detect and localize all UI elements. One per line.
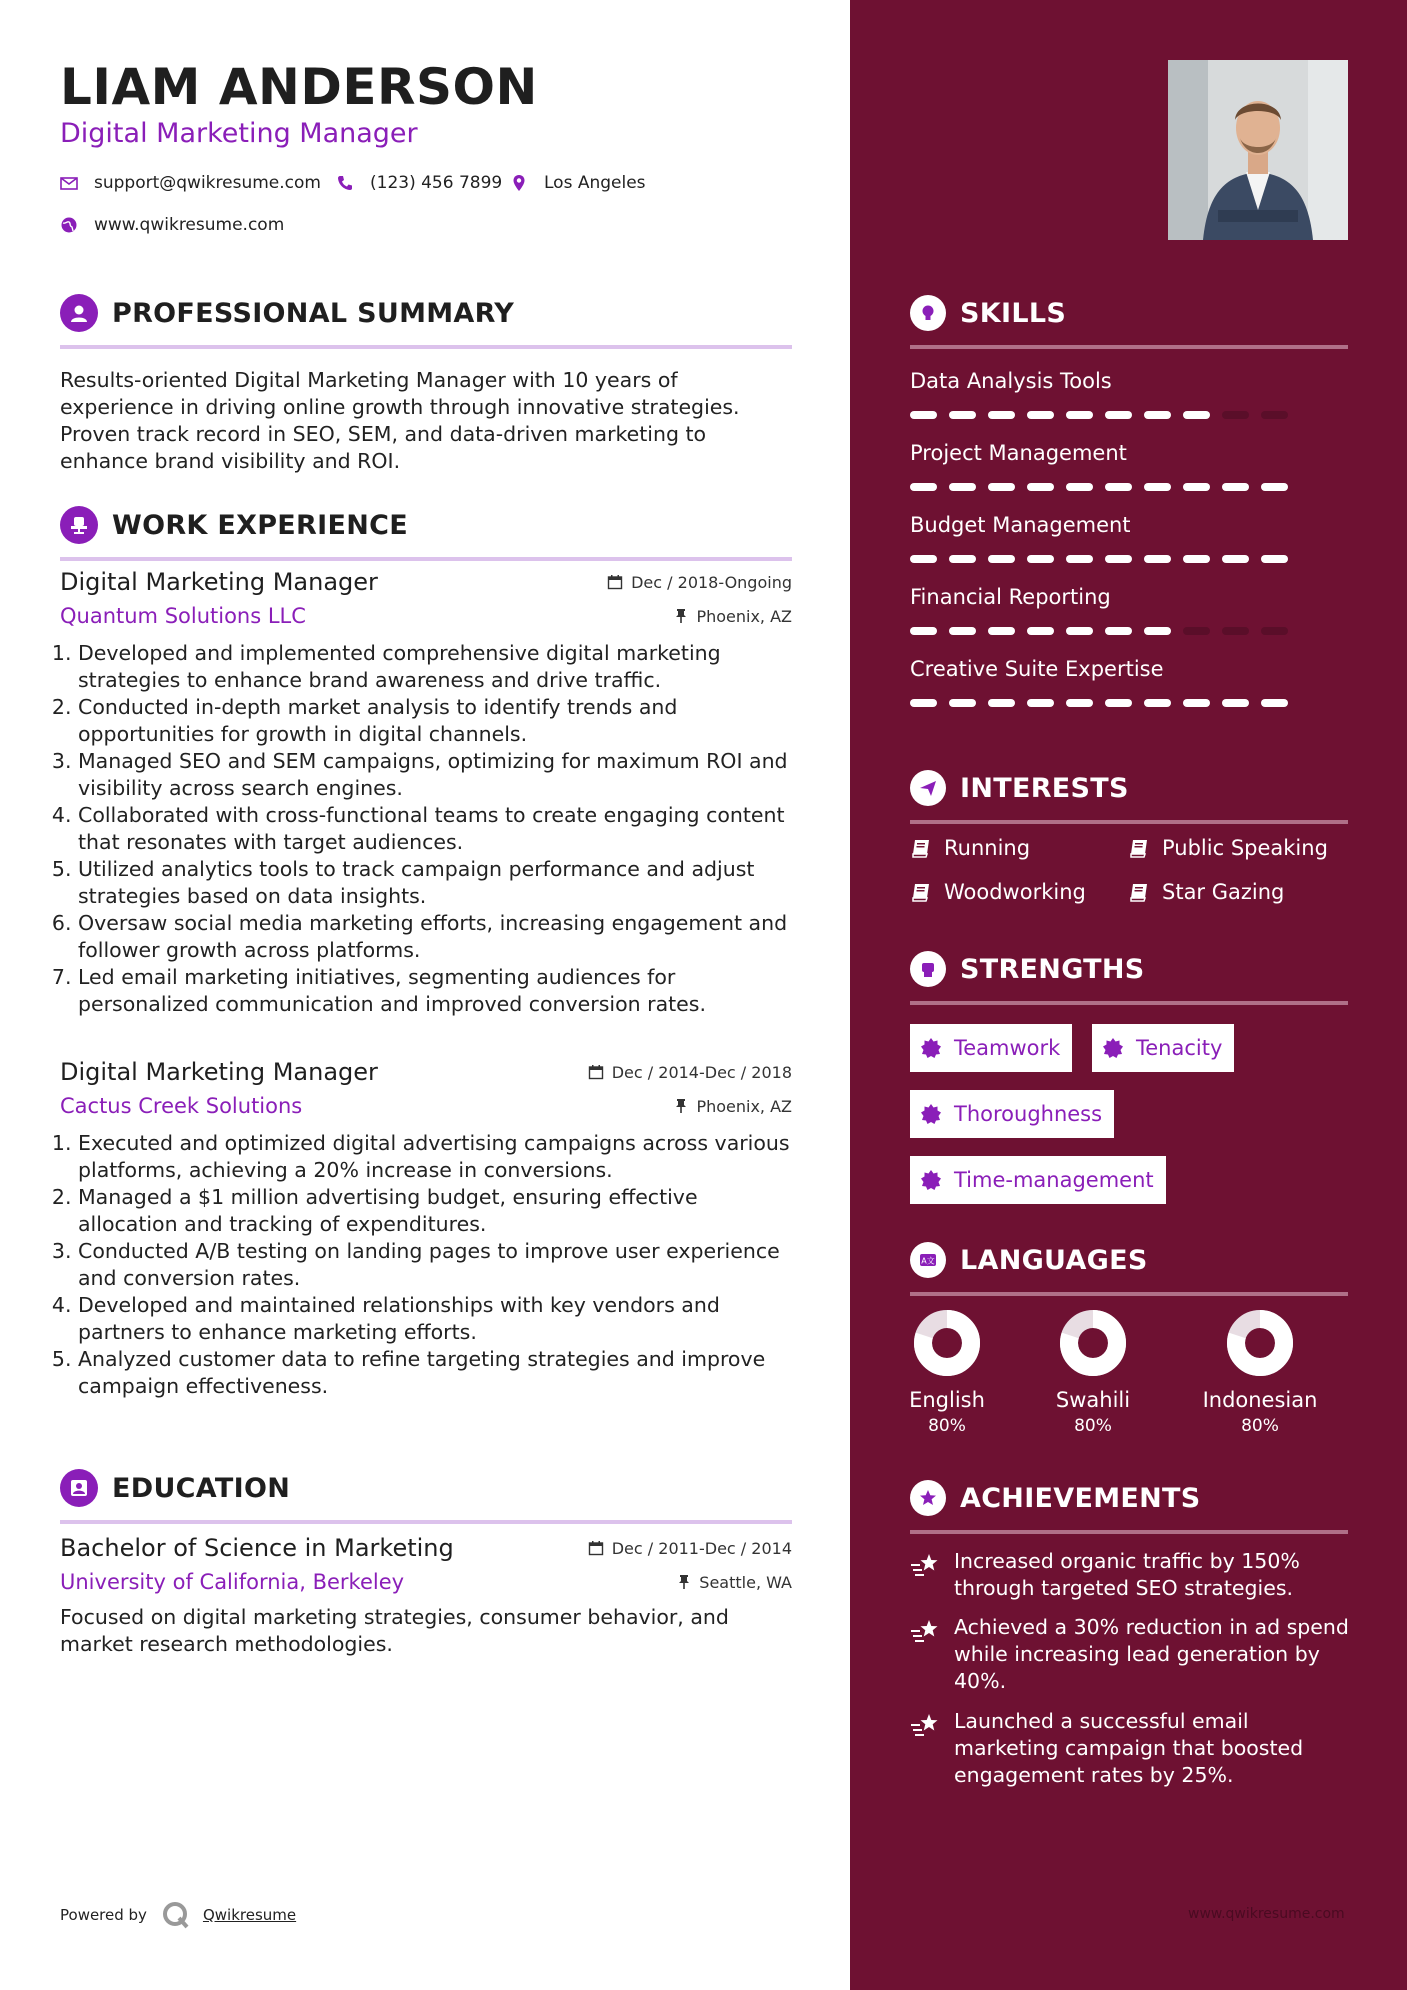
interest-item [1128, 880, 1284, 904]
strength-label: Thoroughness [954, 1102, 1103, 1126]
skill-level-dash [910, 699, 937, 707]
experience-section [60, 503, 792, 561]
skill-level-bar [910, 411, 1348, 419]
strength-label: Tenacity [1136, 1036, 1223, 1060]
language-donut [1058, 1308, 1128, 1378]
donut-hole [1248, 1331, 1272, 1355]
interest-label: Public Speaking [1162, 836, 1328, 860]
job-company: Cactus Creek Solutions [60, 1094, 303, 1118]
language-name: English [909, 1388, 985, 1412]
skill-level-dash [988, 699, 1015, 707]
skill-name: Data Analysis Tools [910, 369, 1112, 393]
brand-link[interactable]: Qwikresume [202, 1906, 297, 1924]
education-location-text: Seattle, WA [699, 1572, 792, 1592]
job-date [588, 1063, 792, 1082]
job-entry-2 [60, 1058, 792, 1400]
book-icon [1128, 837, 1150, 859]
list-item: 4. Developed and maintained relationships with key vendors and partners to enhance marketing efforts. [78, 1292, 792, 1346]
list-item: 2. Managed a $1 million advertising budget, ensuring effective allocation and tracking of expenditures. [78, 1184, 792, 1238]
job-title: Digital Marketing Manager [60, 568, 378, 596]
language-item [1195, 1308, 1325, 1436]
strength-chip [910, 1090, 1114, 1138]
skill-level-dash [1144, 627, 1171, 635]
skill-level-dash [949, 627, 976, 635]
skill-level-dash [1066, 555, 1093, 563]
skill-level-bar [910, 483, 1348, 491]
profile-photo [1168, 60, 1348, 240]
education-location [677, 1573, 792, 1592]
badge-icon [920, 1169, 942, 1191]
strength-chip [1092, 1024, 1234, 1072]
donut-hole [1081, 1331, 1105, 1355]
footer [60, 1900, 296, 1930]
skill-level-dash [1144, 699, 1171, 707]
graduate-icon [60, 1469, 98, 1507]
candidate-title: Digital Marketing Manager [60, 118, 418, 149]
achievement-text: Achieved a 30% reduction in ad spend while increasing lead generation by 40%. [954, 1615, 1349, 1693]
language-percent: 80% [1074, 1416, 1112, 1436]
interest-item [1128, 836, 1328, 860]
skill-level-dash [949, 699, 976, 707]
job-date-text: Dec / 2014-Dec / 2018 [611, 1062, 792, 1082]
strength-label: Teamwork [954, 1036, 1061, 1060]
list-item: 7. Led email marketing initiatives, segmenting audiences for personalized communication and improved conversion rates. [78, 964, 792, 1018]
skill-level-dash [988, 483, 1015, 491]
achievement-item [910, 1708, 1350, 1789]
language-name: Swahili [1055, 1388, 1131, 1412]
skill-level-dash [949, 411, 976, 419]
language-percent: 80% [928, 1416, 966, 1436]
languages-title: LANGUAGES [960, 1244, 1148, 1276]
badge-icon [920, 1037, 942, 1059]
skill-level-dash [1222, 411, 1249, 419]
email-text: support@qwikresume.com [94, 173, 321, 193]
skill-level-dash [910, 411, 937, 419]
strengths-title: STRENGTHS [960, 953, 1145, 985]
contact-website[interactable] [60, 215, 284, 235]
languages-section [910, 1238, 1348, 1296]
education-title: EDUCATION [112, 1472, 291, 1504]
skill-level-dash [988, 627, 1015, 635]
skill-level-dash [1105, 627, 1132, 635]
language-percent: 80% [1241, 1416, 1279, 1436]
skill-level-dash [1027, 699, 1054, 707]
job-location [674, 1097, 792, 1116]
skill-level-dash [988, 411, 1015, 419]
skill-level-dash [1183, 411, 1210, 419]
skill-level-dash [910, 627, 937, 635]
skill-level-dash [1261, 483, 1288, 491]
skill-name: Project Management [910, 441, 1127, 465]
section-divider [910, 820, 1348, 824]
job-location-text: Phoenix, AZ [696, 1096, 792, 1116]
paper-plane-icon [910, 770, 946, 806]
skills-section [910, 291, 1348, 729]
skill-level-bar [910, 627, 1348, 635]
list-item: 5. Analyzed customer data to refine targeting strategies and improve campaign effectiveness. [78, 1346, 792, 1400]
strengths-section [910, 947, 1348, 1005]
calendar-icon [588, 1064, 604, 1080]
skill-level-dash [1261, 411, 1288, 419]
list-item: 1. Executed and optimized digital advertising campaigns across various platforms, achieving a 20% increase in conversions. [78, 1130, 792, 1184]
website-text: www.qwikresume.com [94, 215, 285, 235]
skill-level-bar [910, 555, 1348, 563]
envelope-icon [60, 174, 78, 192]
pin-icon [674, 1098, 688, 1114]
education-description: Focused on digital marketing strategies, consumer behavior, and market research methodologies. [60, 1605, 729, 1656]
location-text: Los Angeles [544, 173, 646, 193]
interests-section [910, 766, 1348, 824]
shooting-star-icon [910, 1618, 942, 1646]
pin-icon [677, 1574, 691, 1590]
education-entry [60, 1534, 792, 1658]
skill-level-dash [910, 483, 937, 491]
skill-level-dash [1027, 555, 1054, 563]
job-date-text: Dec / 2018-Ongoing [631, 572, 792, 592]
skill-level-dash [988, 555, 1015, 563]
list-item: 2. Conducted in-depth market analysis to identify trends and opportunities for growth in digital channels. [78, 694, 792, 748]
skill-level-dash [1066, 699, 1093, 707]
strength-chip [910, 1156, 1166, 1204]
svg-text:A文: A文 [921, 1256, 935, 1266]
language-name: Indonesian [1202, 1388, 1318, 1412]
language-item [1028, 1308, 1158, 1436]
job-date [607, 573, 792, 592]
summary-title: PROFESSIONAL SUMMARY [112, 297, 515, 329]
skill-level-dash [1183, 483, 1210, 491]
translate-icon [910, 1242, 946, 1278]
skill-level-dash [1183, 699, 1210, 707]
achievement-text: Launched a successful email marketing campaign that boosted engagement rates by 25%. [954, 1709, 1304, 1787]
skill-level-dash [1105, 411, 1132, 419]
summary-section [60, 291, 792, 475]
skill-level-dash [1027, 411, 1054, 419]
achievements-title: ACHIEVEMENTS [960, 1482, 1201, 1514]
achievement-text: Increased organic traffic by 150% through targeted SEO strategies. [954, 1549, 1300, 1600]
candidate-name: LIAM ANDERSON [60, 58, 538, 116]
skill-level-dash [910, 555, 937, 563]
contact-location [510, 173, 646, 193]
job-entry-1 [60, 568, 792, 1018]
phone-text: (123) 456 7899 [370, 173, 503, 193]
list-item: 3. Managed SEO and SEM campaigns, optimizing for maximum ROI and visibility across search engines. [78, 748, 792, 802]
donut-hole [935, 1331, 959, 1355]
book-icon [910, 837, 932, 859]
section-divider [60, 345, 792, 349]
shooting-star-icon [910, 1712, 942, 1740]
calendar-icon [588, 1540, 604, 1556]
achievement-item [910, 1548, 1350, 1602]
section-divider [910, 1530, 1348, 1534]
skill-level-dash [1222, 627, 1249, 635]
list-item: 3. Conducted A/B testing on landing pages to improve user experience and conversion rates. [78, 1238, 792, 1292]
skill-item [910, 657, 1348, 707]
list-item: 4. Collaborated with cross-functional teams to create engaging content that resonates with target audiences. [78, 802, 792, 856]
job-title: Digital Marketing Manager [60, 1058, 378, 1086]
contact-email[interactable] [60, 173, 321, 193]
qwikresume-logo-icon [161, 1900, 191, 1930]
skills-list [910, 369, 1348, 707]
skill-level-dash [1066, 483, 1093, 491]
interest-label: Woodworking [944, 880, 1086, 904]
user-icon [60, 294, 98, 332]
interest-item [910, 880, 1086, 904]
skill-level-dash [1261, 699, 1288, 707]
skill-level-dash [1105, 555, 1132, 563]
skill-name: Creative Suite Expertise [910, 657, 1164, 681]
skill-item [910, 441, 1348, 491]
skill-level-dash [1144, 411, 1171, 419]
powered-by-label: Powered by [60, 1906, 147, 1924]
strength-chip [910, 1024, 1072, 1072]
lightbulb-icon [910, 295, 946, 331]
skill-level-dash [1066, 627, 1093, 635]
summary-text: Results-oriented Digital Marketing Manager with 10 years of experience in driving online growth through innovative strategies. Proven track record in SEO, SEM, and data-driven marketing to enhance brand visibility and ROI. [60, 368, 740, 473]
section-divider [60, 1520, 792, 1524]
section-divider [910, 1292, 1348, 1296]
globe-icon [60, 216, 78, 234]
skill-name: Budget Management [910, 513, 1131, 537]
skill-level-dash [1183, 627, 1210, 635]
skill-level-dash [1222, 483, 1249, 491]
skill-name: Financial Reporting [910, 585, 1111, 609]
skill-level-dash [1105, 483, 1132, 491]
skill-item [910, 513, 1348, 563]
achievement-item [910, 1614, 1350, 1695]
list-item: 5. Utilized analytics tools to track campaign performance and adjust strategies based on data insights. [78, 856, 792, 910]
education-date [588, 1539, 792, 1558]
section-divider [910, 345, 1348, 349]
skill-level-dash [1183, 555, 1210, 563]
education-date-text: Dec / 2011-Dec / 2014 [611, 1538, 792, 1558]
interest-label: Star Gazing [1162, 880, 1285, 904]
language-donut [912, 1308, 982, 1378]
badge-icon [920, 1103, 942, 1125]
fist-icon [910, 951, 946, 987]
list-item: 1. Developed and implemented comprehensive digital marketing strategies to enhance brand awareness and drive traffic. [78, 640, 792, 694]
section-divider [60, 557, 792, 561]
language-item [882, 1308, 1012, 1436]
briefcase-chair-icon [60, 506, 98, 544]
degree-title: Bachelor of Science in Marketing [60, 1534, 454, 1562]
skill-level-dash [1261, 555, 1288, 563]
job-bullets [60, 640, 792, 1018]
contact-phone[interactable] [336, 173, 502, 193]
section-divider [910, 1001, 1348, 1005]
skill-level-dash [1066, 411, 1093, 419]
pin-icon [674, 608, 688, 624]
skill-item [910, 369, 1348, 419]
watermark: www.qwikresume.com [1188, 1906, 1345, 1922]
shooting-star-icon [910, 1552, 942, 1580]
book-icon [1128, 881, 1150, 903]
experience-title: WORK EXPERIENCE [112, 509, 408, 541]
education-section [60, 1466, 792, 1524]
skill-level-bar [910, 699, 1348, 707]
book-icon [910, 881, 932, 903]
job-location-text: Phoenix, AZ [696, 606, 792, 626]
interests-title: INTERESTS [960, 772, 1129, 804]
skill-level-dash [1222, 699, 1249, 707]
phone-icon [336, 174, 354, 192]
badge-icon [1102, 1037, 1124, 1059]
skill-item [910, 585, 1348, 635]
skill-level-dash [1261, 627, 1288, 635]
job-company: Quantum Solutions LLC [60, 604, 306, 628]
skill-level-dash [1144, 555, 1171, 563]
skill-level-dash [1222, 555, 1249, 563]
job-location [674, 607, 792, 626]
star-badge-icon [910, 1480, 946, 1516]
skill-level-dash [949, 483, 976, 491]
interest-label: Running [944, 836, 1031, 860]
list-item: 6. Oversaw social media marketing efforts, increasing engagement and follower growth across platforms. [78, 910, 792, 964]
achievements-section [910, 1476, 1348, 1534]
school-name: University of California, Berkeley [60, 1570, 405, 1594]
language-donut [1225, 1308, 1295, 1378]
skill-level-dash [949, 555, 976, 563]
calendar-icon [607, 574, 623, 590]
skill-level-dash [1027, 627, 1054, 635]
skills-title: SKILLS [960, 297, 1067, 329]
skill-level-dash [1105, 699, 1132, 707]
interest-item [910, 836, 1030, 860]
strength-label: Time-management [954, 1168, 1154, 1192]
skill-level-dash [1144, 483, 1171, 491]
job-bullets [60, 1130, 792, 1400]
map-pin-icon [510, 174, 528, 192]
skill-level-dash [1027, 483, 1054, 491]
